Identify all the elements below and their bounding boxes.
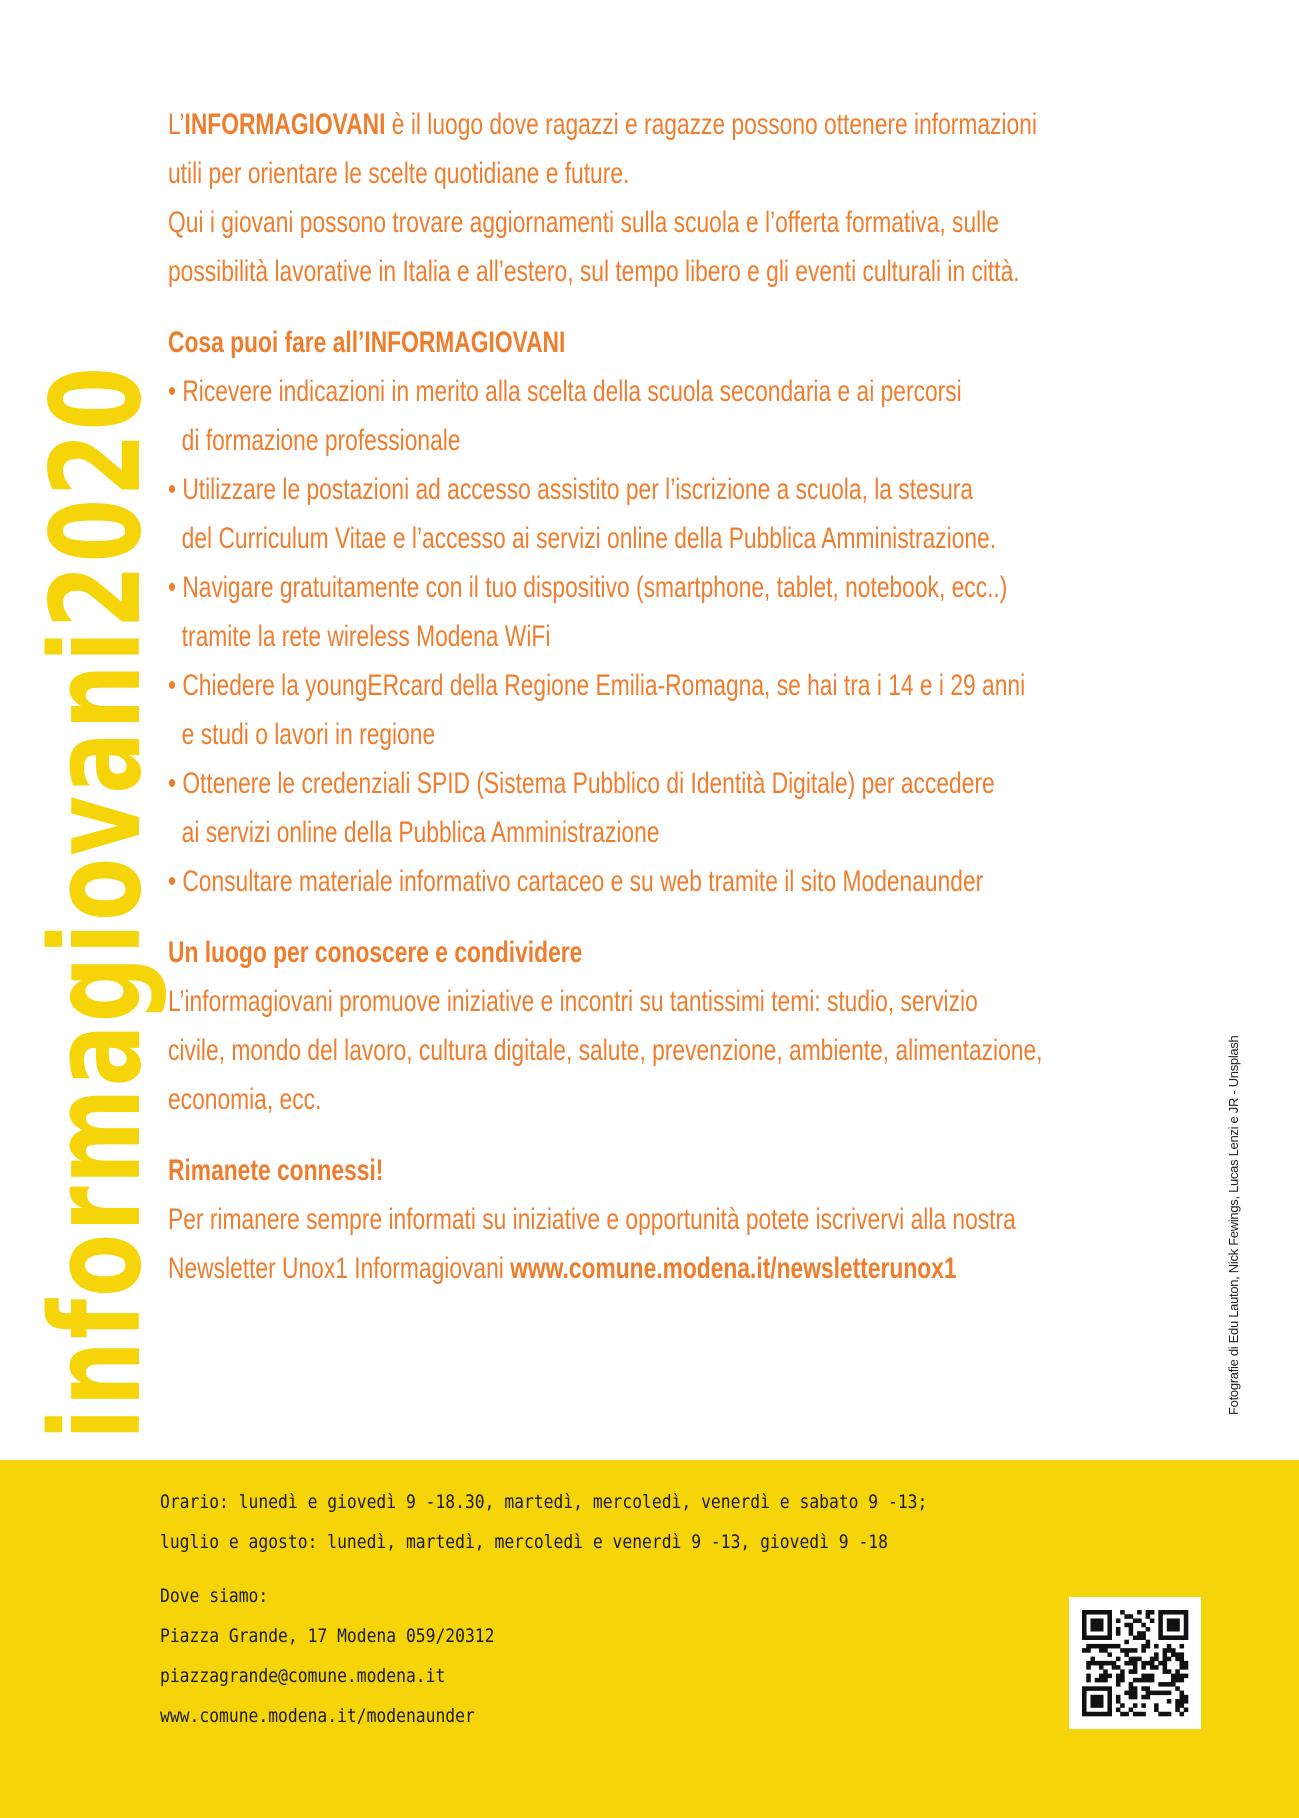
logo-text: informagiovani2020 xyxy=(24,364,169,1440)
section-heading-connected: Rimanete connessi! xyxy=(168,1154,384,1187)
share-line-2: civile, mondo del lavoro, cultura digitale, salute, prevenzione, ambiente, alimentazione, xyxy=(168,1034,1043,1067)
list-item: • Chiedere la youngERcard della Regione Emilia-Romagna, se hai tra i 14 e i 29 anni e studi o lavori in regione xyxy=(168,669,1026,751)
activities-list xyxy=(168,367,1208,906)
photo-credit: Fotografie di Edu Lauton, Nick Fewings, Lucas Lenzi e JR - Unsplash xyxy=(1226,1035,1241,1415)
list-item: • Ricevere indicazioni in merito alla scelta della scuola secondaria e ai percorsi di formazione professionale xyxy=(168,375,962,457)
list-item: • Navigare gratuitamente con il tuo dispositivo (smartphone, tablet, notebook, ecc..) tramite la rete wireless Modena WiFi xyxy=(168,571,1008,653)
section-connected xyxy=(168,1146,1208,1293)
connected-line-2: Newsletter Unox1 Informagiovani www.comune.modena.it/newsletterunox1 xyxy=(168,1252,957,1285)
connected-line-1: Per rimanere sempre informati su iniziative e opportunità potete iscrivervi alla nostra xyxy=(168,1203,1016,1236)
qr-code[interactable] xyxy=(1069,1597,1201,1729)
section-heading-activities: Cosa puoi fare all’INFORMAGIOVANI xyxy=(168,326,566,359)
list-item: • Consultare materiale informativo cartaceo e su web tramite il sito Modenaunder xyxy=(168,865,984,898)
opening-hours: Orario: lunedì e giovedì 9 -18.30, martedì, mercoledì, venerdì e sabato 9 -13; xyxy=(160,1491,928,1513)
summer-hours: luglio e agosto: lunedì, martedì, mercoledì e venerdì 9 -13, giovedì 9 -18 xyxy=(160,1531,888,1553)
footer xyxy=(0,1460,1299,1818)
address: Piazza Grande, 17 Modena 059/20312 xyxy=(160,1625,495,1647)
section-share xyxy=(168,928,1208,1124)
intro-line-3: Qui i giovani possono trovare aggiornamenti sulla scuola e l’offerta formativa, sulle xyxy=(168,206,999,239)
newsletter-link[interactable]: www.comune.modena.it/newsletterunox1 xyxy=(510,1252,957,1285)
list-item: • Ottenere le credenziali SPID (Sistema Pubblico di Identità Digitale) per accedere ai servizi online della Pubblica Amministrazione xyxy=(168,767,995,849)
footer-info xyxy=(160,1482,1052,1736)
vertical-logo xyxy=(24,0,169,1440)
intro-line-2: utili per orientare le scelte quotidiane e future. xyxy=(168,157,630,190)
brand-name: INFORMAGIOVANI xyxy=(184,108,386,141)
main-content xyxy=(168,100,1208,1315)
intro-paragraph xyxy=(168,100,1208,296)
email-link[interactable]: piazzagrande@comune.modena.it xyxy=(160,1665,446,1687)
intro-line-1: L’INFORMAGIOVANI è il luogo dove ragazzi e ragazze possono ottenere informazioni xyxy=(168,108,1037,141)
where-label: Dove siamo: xyxy=(160,1585,269,1607)
qr-code-icon xyxy=(1082,1610,1188,1716)
list-item: • Utilizzare le postazioni ad accesso assistito per l’iscrizione a scuola, la stesura del Curriculum Vitae e l’accesso ai servizi online della Pubblica Amministrazione. xyxy=(168,473,997,555)
share-line-1: L’informagiovani promuove iniziative e incontri su tantissimi temi: studio, servizio xyxy=(168,985,978,1018)
website-link[interactable]: www.comune.modena.it/modenaunder xyxy=(160,1705,475,1727)
section-heading-share: Un luogo per conoscere e condividere xyxy=(168,936,583,969)
intro-line-4: possibilità lavorative in Italia e all’estero, sul tempo libero e gli eventi culturali in città. xyxy=(168,255,1020,288)
share-line-3: economia, ecc. xyxy=(168,1083,322,1116)
